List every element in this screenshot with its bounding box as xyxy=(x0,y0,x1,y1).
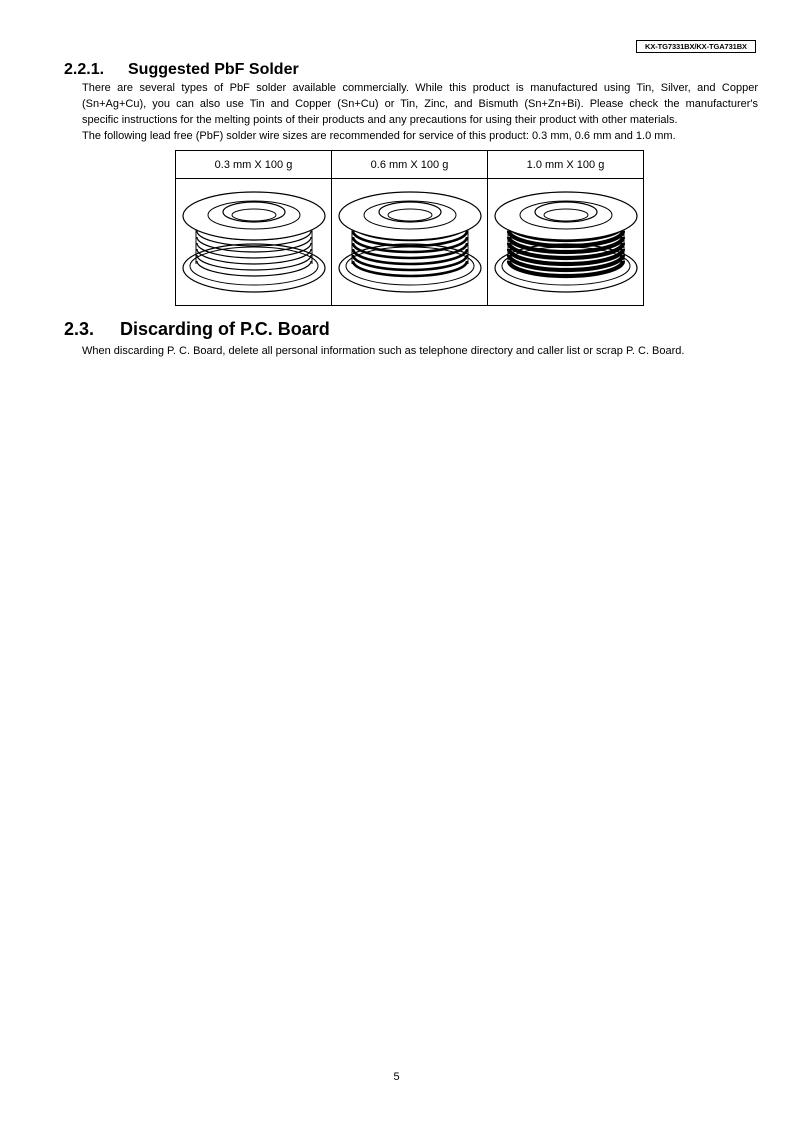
solder-spool-cell xyxy=(332,179,488,306)
page-number: 5 xyxy=(393,1071,400,1083)
thick-solder-spool-icon xyxy=(492,182,640,302)
model-number-box: KX-TG7331BX/KX-TGA731BX xyxy=(636,40,756,53)
discarding-paragraph xyxy=(82,343,758,359)
paragraph-line: specific instructions for the melting points of their products and any precautions for using their product with other materials. xyxy=(82,114,678,126)
solder-paragraph xyxy=(82,80,758,144)
paragraph-line: (Sn+Ag+Cu), you can also use Tin and Copper (Sn+Cu) or Tin, Zinc, and Bismuth (Sn+Zn+Bi). Please check the manufacturer's xyxy=(82,98,758,110)
medium-solder-spool-icon xyxy=(336,182,484,302)
paragraph-line: The following lead free (PbF) solder wire sizes are recommended for service of this product: 0.3 mm, 0.6 mm and 1.0 mm. xyxy=(82,130,676,142)
paragraph-line: There are several types of PbF solder available commercially. While this product is manufactured using Tin, Silver, and Copper xyxy=(82,82,758,94)
section-title: Discarding of P.C. Board xyxy=(120,319,330,339)
section-number: 2.3. xyxy=(64,319,95,339)
thin-solder-spool-icon xyxy=(180,182,328,302)
section-heading-discarding-pc-board xyxy=(64,318,330,340)
solder-size-label: 0.3 mm X 100 g xyxy=(176,151,332,179)
solder-size-label: 1.0 mm X 100 g xyxy=(488,151,644,179)
paragraph-text: When discarding P. C. Board, delete all personal information such as telephone directory and caller list or scrap P. C. Board. xyxy=(82,345,685,357)
solder-wire-size-table xyxy=(175,150,644,306)
solder-spool-cell xyxy=(488,179,644,306)
solder-size-label: 0.6 mm X 100 g xyxy=(332,151,488,179)
solder-spool-cell xyxy=(176,179,332,306)
section-heading-suggested-pbf-solder xyxy=(64,60,299,80)
section-title: Suggested PbF Solder xyxy=(128,61,299,78)
section-number: 2.2.1. xyxy=(64,61,105,78)
